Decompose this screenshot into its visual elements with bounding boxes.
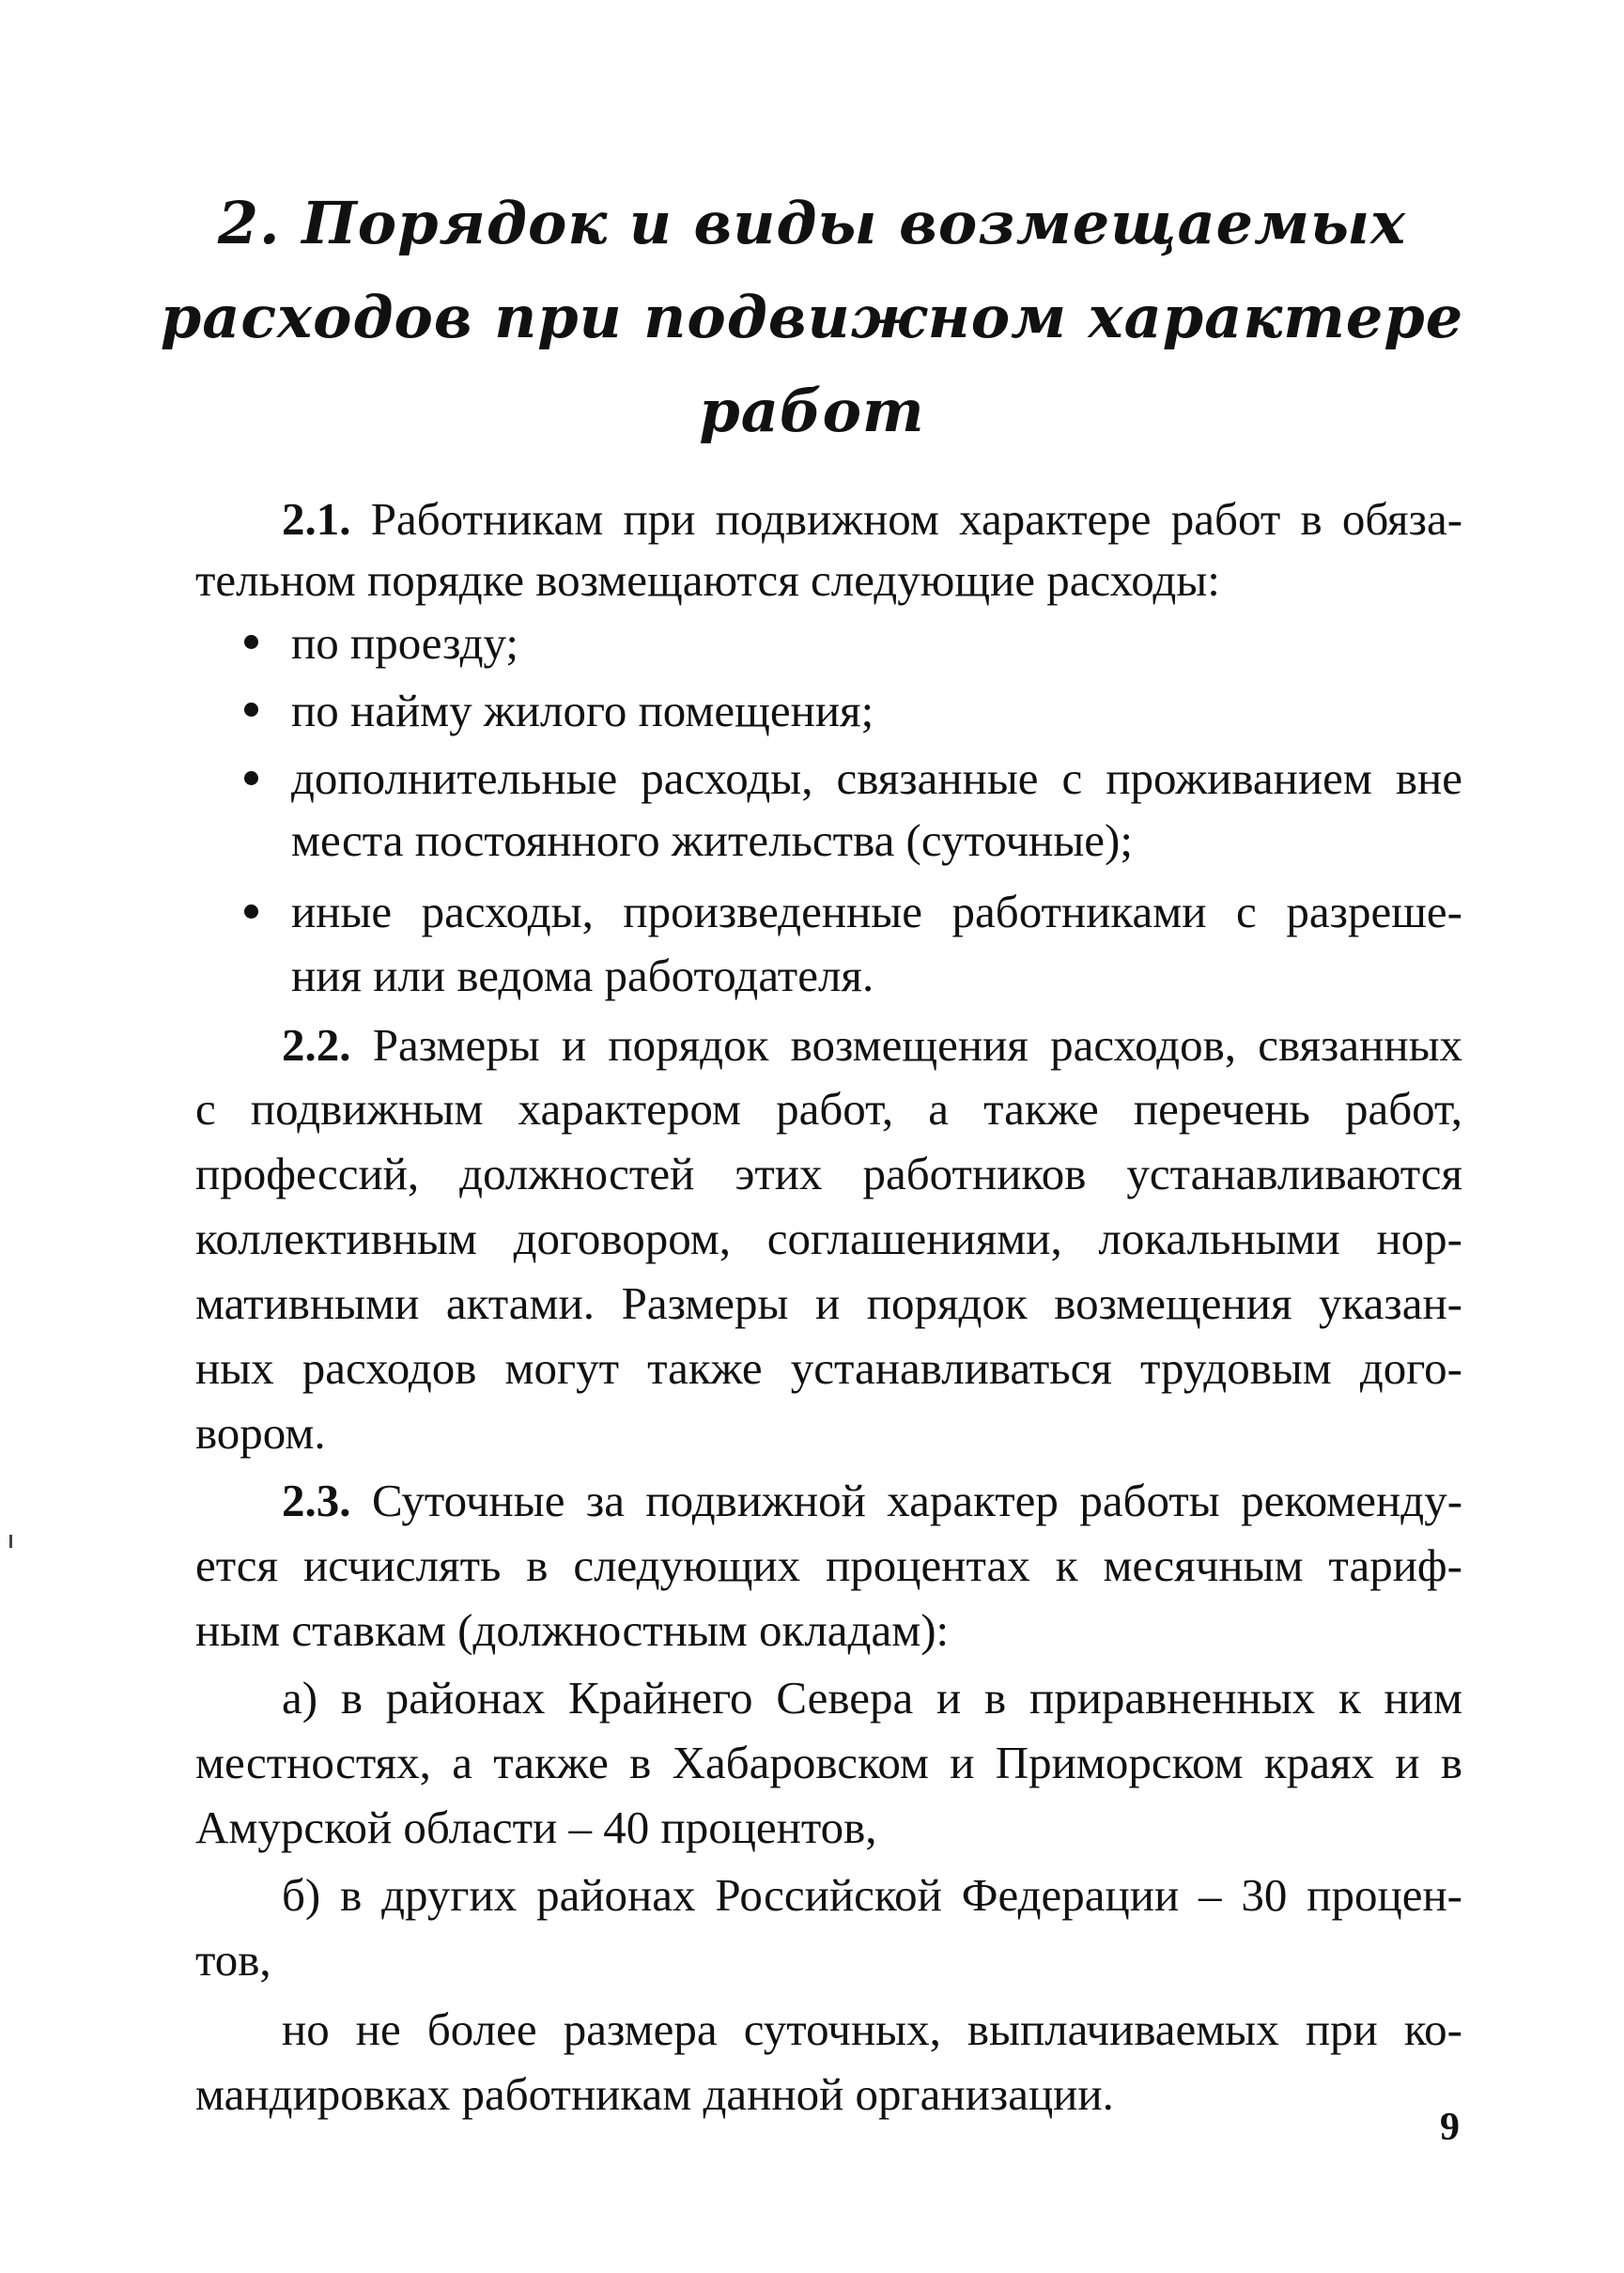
paragraph-2-2-line: с подвижным характером работ, а также перечень работ,: [195, 1083, 1462, 1135]
bullet-item-continuation: ния или ведома работодателя.: [291, 950, 874, 1001]
page-number: 9: [1440, 2106, 1460, 2149]
heading-line: работ: [699, 377, 925, 445]
item-a-line: Амурской области – 40 процентов,: [195, 1801, 877, 1853]
paragraph-2-2-line: вором.: [195, 1407, 326, 1459]
paragraph-2-2-line: коллективным договором, соглашениями, локальными нор-: [195, 1213, 1462, 1264]
closing-line: но не более размера суточных, выплачиваемых при ко-: [282, 2003, 1462, 2055]
paragraph-2-1-line: [282, 491, 1462, 548]
text-line: Суточные за подвижной характер работы рекоменду-: [371, 1475, 1463, 1526]
paragraph-2-2-line: профессий, должностей этих работников устанавливаются: [195, 1148, 1462, 1199]
heading-line: 2. Порядок и виды возмещаемых: [217, 189, 1407, 257]
paragraph-2-2-line: мативными актами. Размеры и порядок возмещения указан-: [195, 1277, 1462, 1329]
bullet-item: дополнительные расходы, связанные с проживанием вне: [291, 752, 1462, 804]
text-line: Размеры и порядок возмещения расходов, связанных: [372, 1019, 1463, 1071]
bullet-item: по найму жилого помещения;: [291, 685, 874, 736]
paragraph-2-3-line: ется исчислять в следующих процентах к месячным тариф-: [195, 1539, 1462, 1591]
bullet-item-continuation: места постоянного жительства (суточные);: [291, 814, 1133, 866]
item-b-line: б) в других районах Российской Федерации – 30 процен-: [282, 1869, 1462, 1921]
closing-line: мандировках работникам данной организации.: [195, 2068, 1114, 2120]
item-a-line: местностях, а также в Хабаровском и Приморском краях и в: [195, 1737, 1462, 1788]
bullet-icon: [244, 771, 258, 785]
text-line: Работникам при подвижном характере работ в обяза-: [370, 493, 1463, 545]
clause-number: 2.3.: [282, 1475, 351, 1526]
paragraph-2-2-line: ных расходов могут также устанавливаться трудовым дого-: [195, 1342, 1462, 1394]
item-a-line: а) в районах Крайнего Севера и в приравненных к ним: [282, 1672, 1462, 1724]
paragraph-2-3-line: ным ставкам (должностным окладам):: [195, 1604, 950, 1656]
section-heading: [150, 177, 1474, 458]
bullet-icon: [244, 635, 258, 649]
clause-number: 2.1.: [282, 493, 351, 545]
bullet-item: иные расходы, произведенные работниками с разреше-: [291, 886, 1462, 937]
bullet-icon: [244, 905, 258, 919]
item-b-line: тов,: [195, 1934, 271, 1986]
paragraph-2-2-line: [282, 1017, 1462, 1074]
bullet-icon: [244, 703, 258, 717]
heading-line: расходов при подвижном характере: [160, 283, 1464, 351]
paragraph-2-3-line: [282, 1473, 1462, 1529]
scan-mark: [9, 1535, 12, 1548]
paragraph-2-1-line: тельном порядке возмещаются следующие расходы:: [195, 554, 1220, 606]
clause-number: 2.2.: [282, 1019, 351, 1071]
bullet-item: по проезду;: [291, 617, 519, 669]
